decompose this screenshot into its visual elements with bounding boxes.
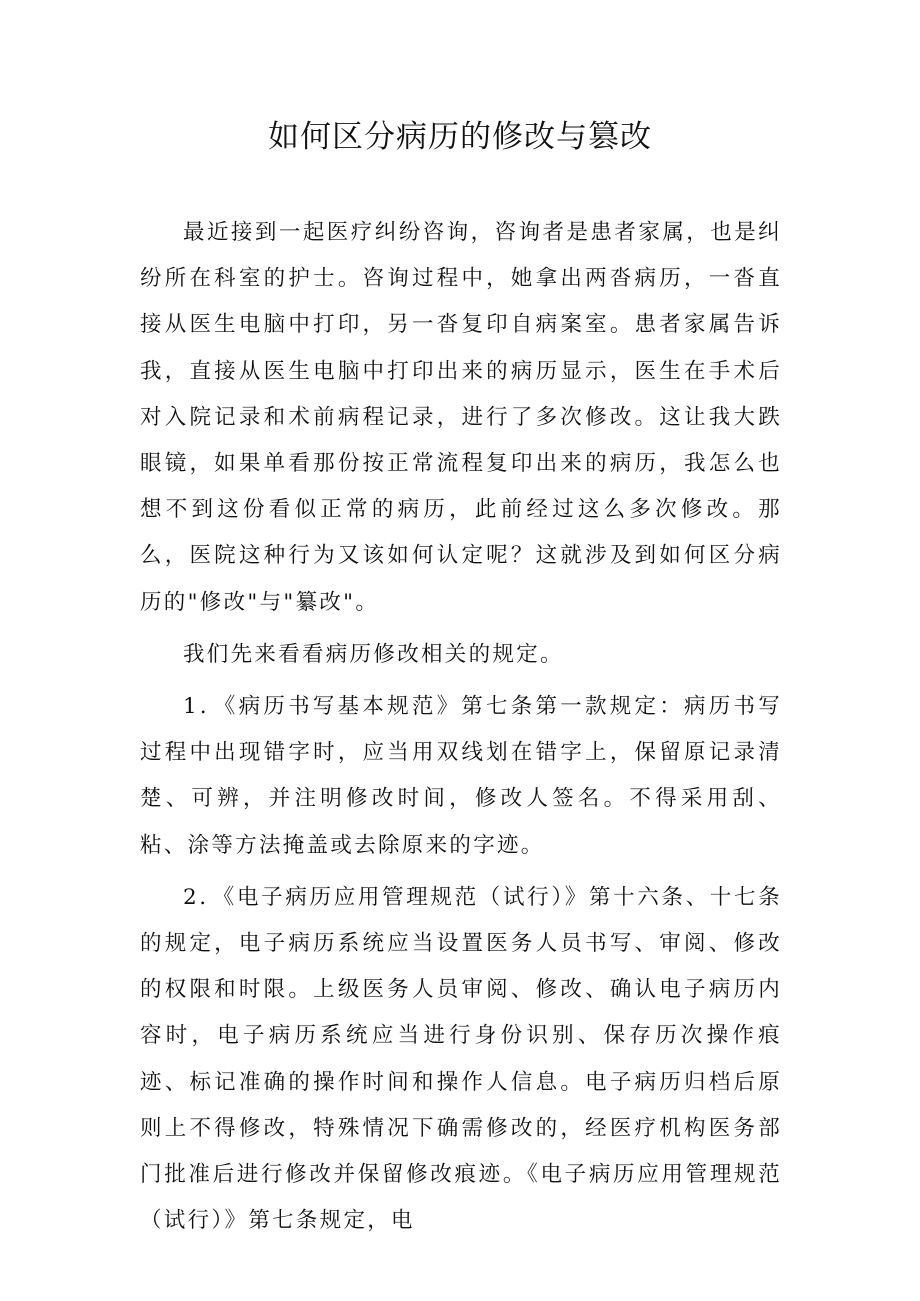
paragraph-regulation-1: 1．《病历书写基本规范》第七条第一款规定：病历书写过程中出现错字时，应当用双线划在错字上，保留原记录清楚、可辨，并注明修改时间，修改人签名。不得采用刮、粘、涂等方法掩盖或去除原来的字迹。: [140, 694, 782, 858]
paragraph-regulation-2: 2．《电子病历应用管理规范（试行）》第十六条、十七条的规定，电子病历系统应当设置医务人员书写、审阅、修改的权限和时限。上级医务人员审阅、修改、确认电子病历内容时，电子病历系统应当进行身份识别、保存历次操作痕迹、标记准确的操作时间和操作人信息。电子病历归档后原则上不得修改，特殊情况下确需修改的，经医疗机构医务部门批准后进行修改并保留修改痕迹。《电子病历应用管理规范（试行）》第七条规定，电: [140, 884, 782, 1234]
document-body: [140, 210, 782, 1250]
paragraph-intro: 最近接到一起医疗纠纷咨询，咨询者是患者家属，也是纠纷所在科室的护士。咨询过程中，她拿出两沓病历，一沓直接从医生电脑中打印，另一沓复印自病案室。患者家属告诉我，直接从医生电脑中打印出来的病历显示，医生在手术后对入院记录和术前病程记录，进行了多次修改。这让我大跌眼镜，如果单看那份按正常流程复印出来的病历，我怎么也想不到这份看似正常的病历，此前经过这么多次修改。那么，医院这种行为又该如何认定呢？这就涉及到如何区分病历的"修改"与"纂改"。: [140, 220, 782, 615]
document-title: 如何区分病历的修改与篡改: [268, 119, 652, 155]
paragraph-regulations-intro: 我们先来看看病历修改相关的规定。: [183, 641, 564, 667]
